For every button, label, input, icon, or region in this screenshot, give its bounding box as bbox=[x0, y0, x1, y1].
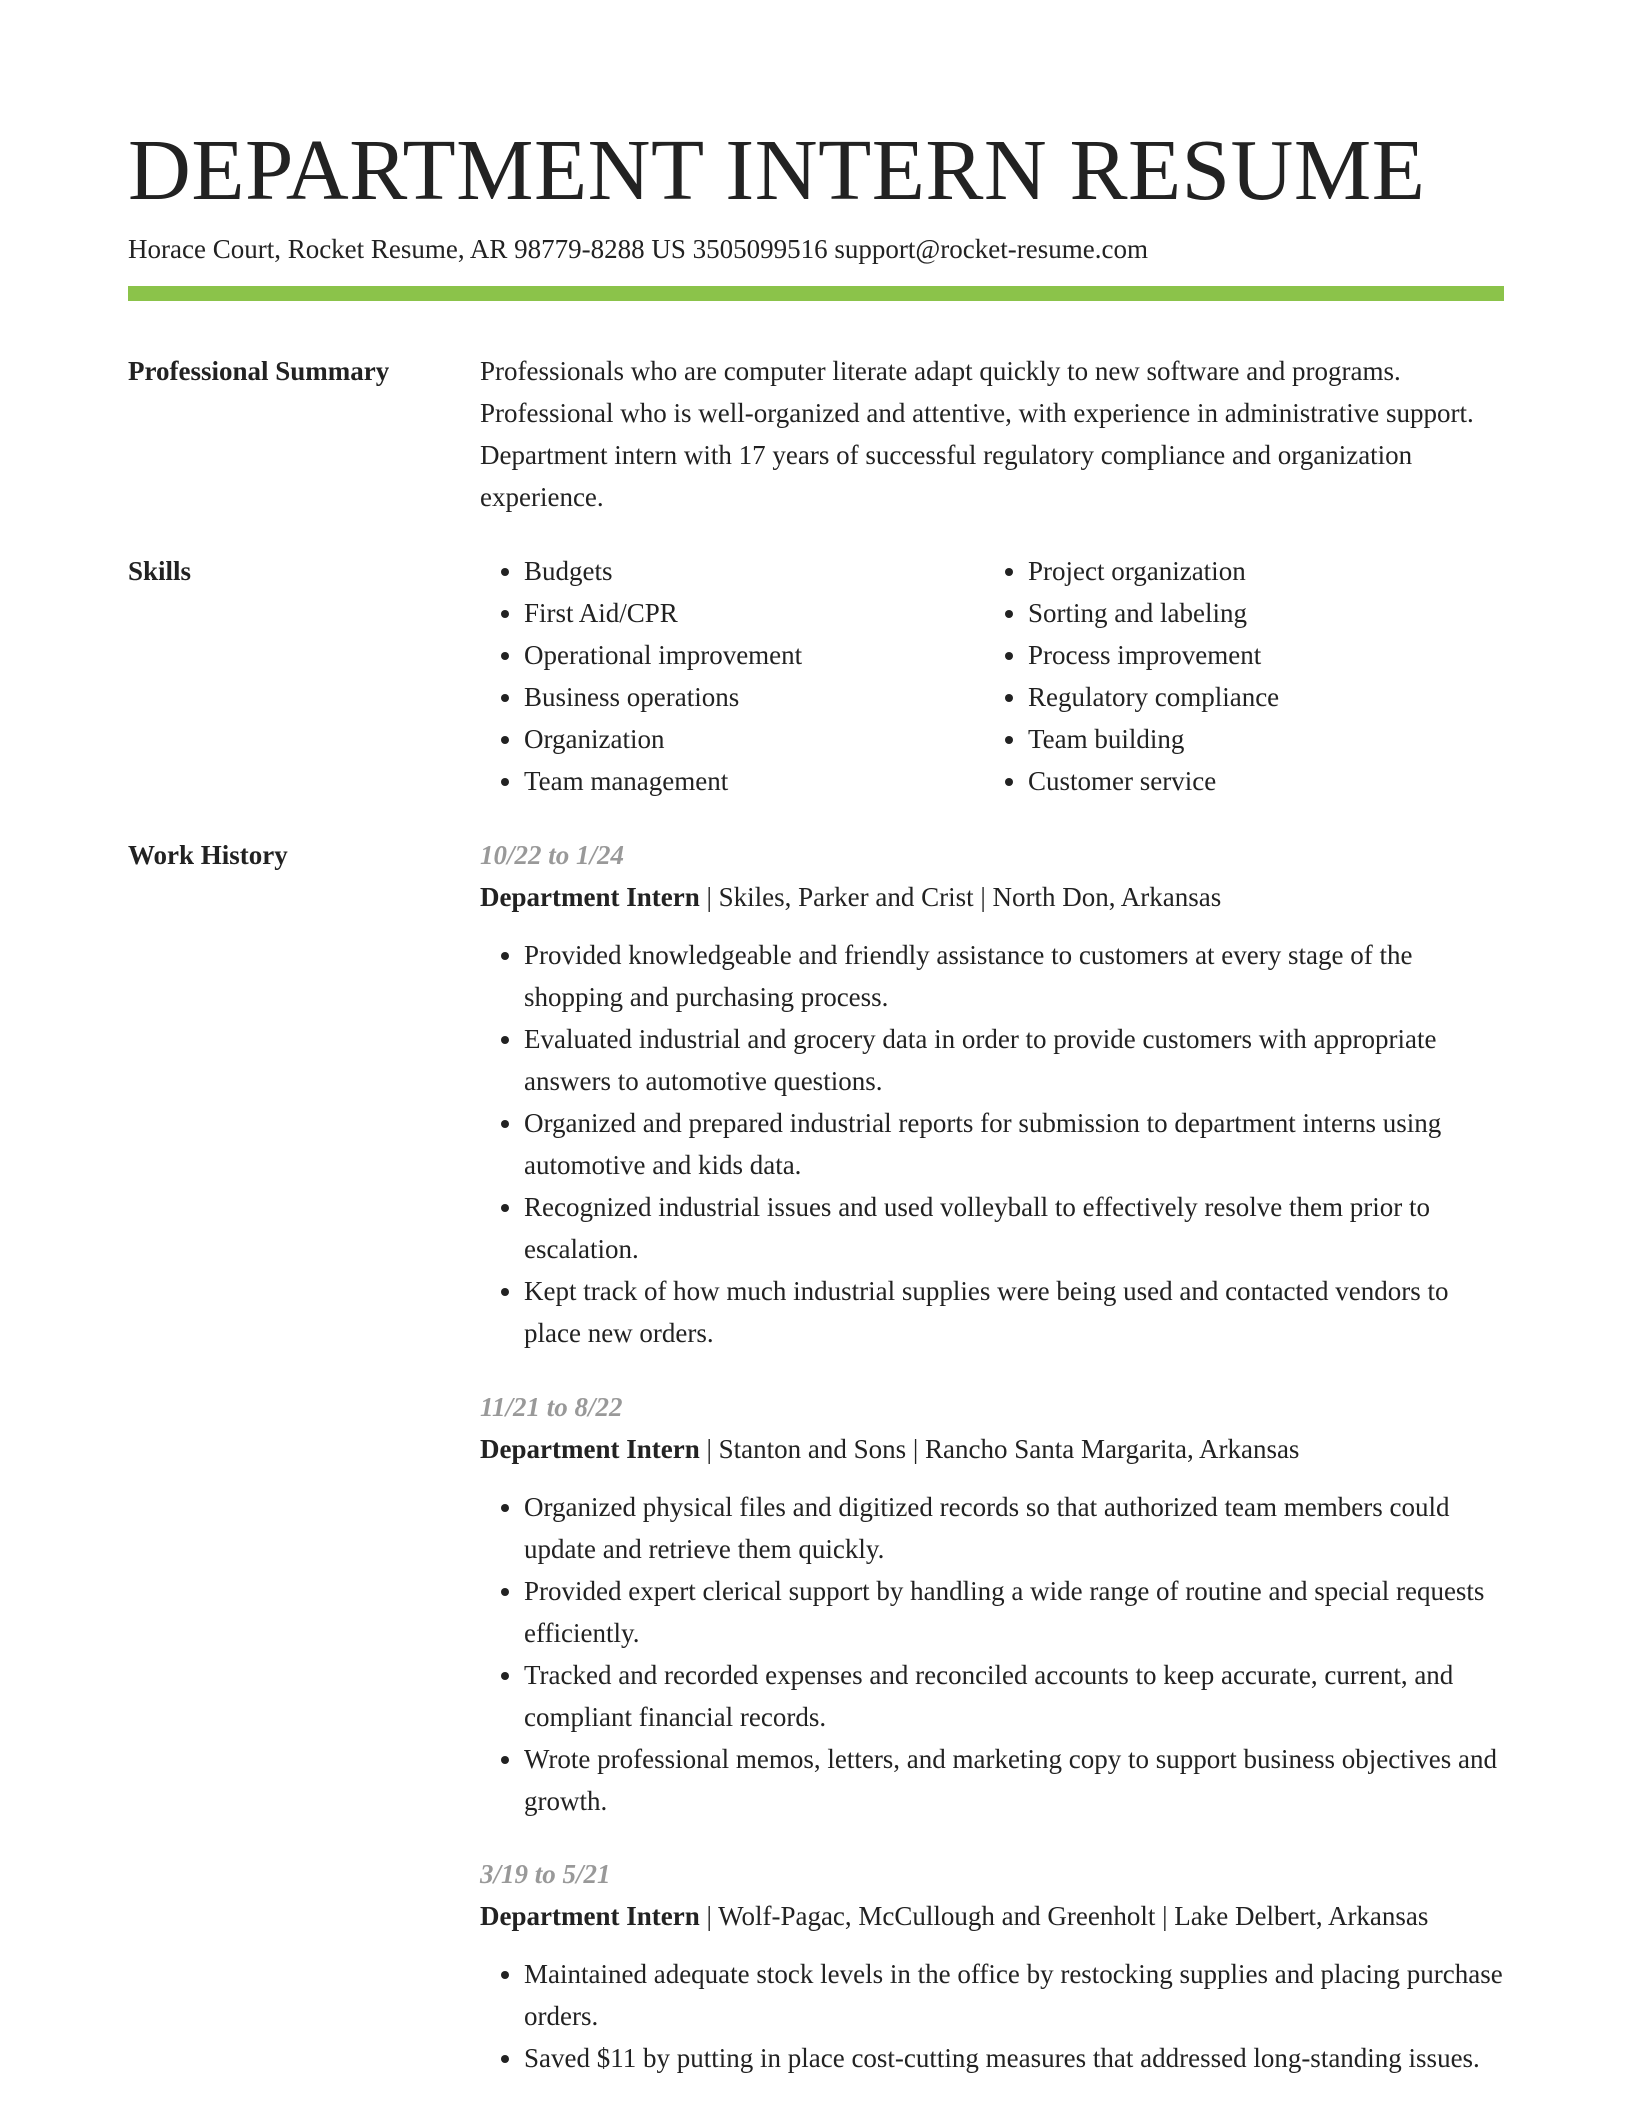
skill-item: • Team management bbox=[524, 760, 980, 802]
job-bullet: • Maintained adequate stock levels in the office by restocking supplies and placing purchase orders. bbox=[524, 1953, 1504, 2037]
job-bullet: • Wrote professional memos, letters, and marketing copy to support business objectives and growth. bbox=[524, 1738, 1504, 1822]
job-entry bbox=[480, 1853, 1504, 2079]
job-details: | Skiles, Parker and Crist | North Don, Arkansas bbox=[699, 882, 1222, 912]
job-bullet: • Provided expert clerical support by handling a wide range of routine and special requests efficiently. bbox=[524, 1570, 1504, 1654]
job-title: Department Intern bbox=[480, 1901, 700, 1931]
job-bullets bbox=[480, 934, 1504, 1354]
skills-column-left bbox=[480, 550, 980, 802]
resume-title: DEPARTMENT INTERN RESUME bbox=[128, 121, 1426, 218]
skill-item: • Process improvement bbox=[1028, 634, 1484, 676]
job-bullet: • Tracked and recorded expenses and reconciled accounts to keep accurate, current, and compliant financial records. bbox=[524, 1654, 1504, 1738]
job-bullet: • Recognized industrial issues and used volleyball to effectively resolve them prior to escalation. bbox=[524, 1186, 1504, 1270]
job-dates: 3/19 to 5/21 bbox=[480, 1859, 611, 1889]
summary-text: Professionals who are computer literate adapt quickly to new software and programs. Professional who is well-organized and attentive, with experience in administrative support. Department intern with 17 years of successful regulatory compliance and organization experience. bbox=[480, 356, 1474, 512]
job-entry bbox=[480, 1386, 1504, 1822]
skill-item: • Sorting and labeling bbox=[1028, 592, 1484, 634]
skill-item: • Regulatory compliance bbox=[1028, 676, 1484, 718]
job-bullet: • Organized physical files and digitized records so that authorized team members could update and retrieve them quickly. bbox=[524, 1486, 1504, 1570]
skill-item: • First Aid/CPR bbox=[524, 592, 980, 634]
job-heading bbox=[480, 1895, 1504, 1937]
skill-item: • Business operations bbox=[524, 676, 980, 718]
job-bullet: • Evaluated industrial and grocery data in order to provide customers with appropriate answers to automotive questions. bbox=[524, 1018, 1504, 1102]
job-details: | Wolf-Pagac, McCullough and Greenholt | Lake Delbert, Arkansas bbox=[699, 1901, 1429, 1931]
skill-item: • Customer service bbox=[1028, 760, 1484, 802]
job-bullet: • Provided knowledgeable and friendly assistance to customers at every stage of the shopping and purchasing process. bbox=[524, 934, 1504, 1018]
job-bullets bbox=[480, 1953, 1504, 2079]
job-entry bbox=[480, 834, 1504, 1354]
job-bullet: • Organized and prepared industrial reports for submission to department interns using automotive and kids data. bbox=[524, 1102, 1504, 1186]
skills-section bbox=[480, 550, 1504, 810]
job-heading bbox=[480, 1428, 1504, 1470]
job-dates: 11/21 to 8/22 bbox=[480, 1392, 623, 1422]
job-title: Department Intern bbox=[480, 1434, 700, 1464]
skill-item: • Project organization bbox=[1028, 550, 1484, 592]
job-details: | Stanton and Sons | Rancho Santa Margarita, Arkansas bbox=[699, 1434, 1300, 1464]
summary-label: Professional Summary bbox=[128, 356, 390, 386]
job-heading bbox=[480, 876, 1504, 918]
skill-item: • Operational improvement bbox=[524, 634, 980, 676]
skill-item: • Budgets bbox=[524, 550, 980, 592]
work-history-label: Work History bbox=[128, 840, 288, 870]
skill-item: • Team building bbox=[1028, 718, 1484, 760]
job-title: Department Intern bbox=[480, 882, 700, 912]
skill-item: • Organization bbox=[524, 718, 980, 760]
contact-line: Horace Court, Rocket Resume, AR 98779-8288 US 3505099516 support@rocket-resume.com bbox=[128, 234, 1148, 264]
skills-column-right bbox=[984, 550, 1484, 802]
accent-divider bbox=[128, 286, 1504, 301]
job-bullet: • Kept track of how much industrial supplies were being used and contacted vendors to place new orders. bbox=[524, 1270, 1504, 1354]
job-bullet: • Saved $11 by putting in place cost-cutting measures that addressed long-standing issues. bbox=[524, 2037, 1504, 2079]
job-dates: 10/22 to 1/24 bbox=[480, 840, 625, 870]
summary-section bbox=[480, 350, 1504, 518]
job-bullets bbox=[480, 1486, 1504, 1822]
skills-label: Skills bbox=[128, 556, 192, 586]
